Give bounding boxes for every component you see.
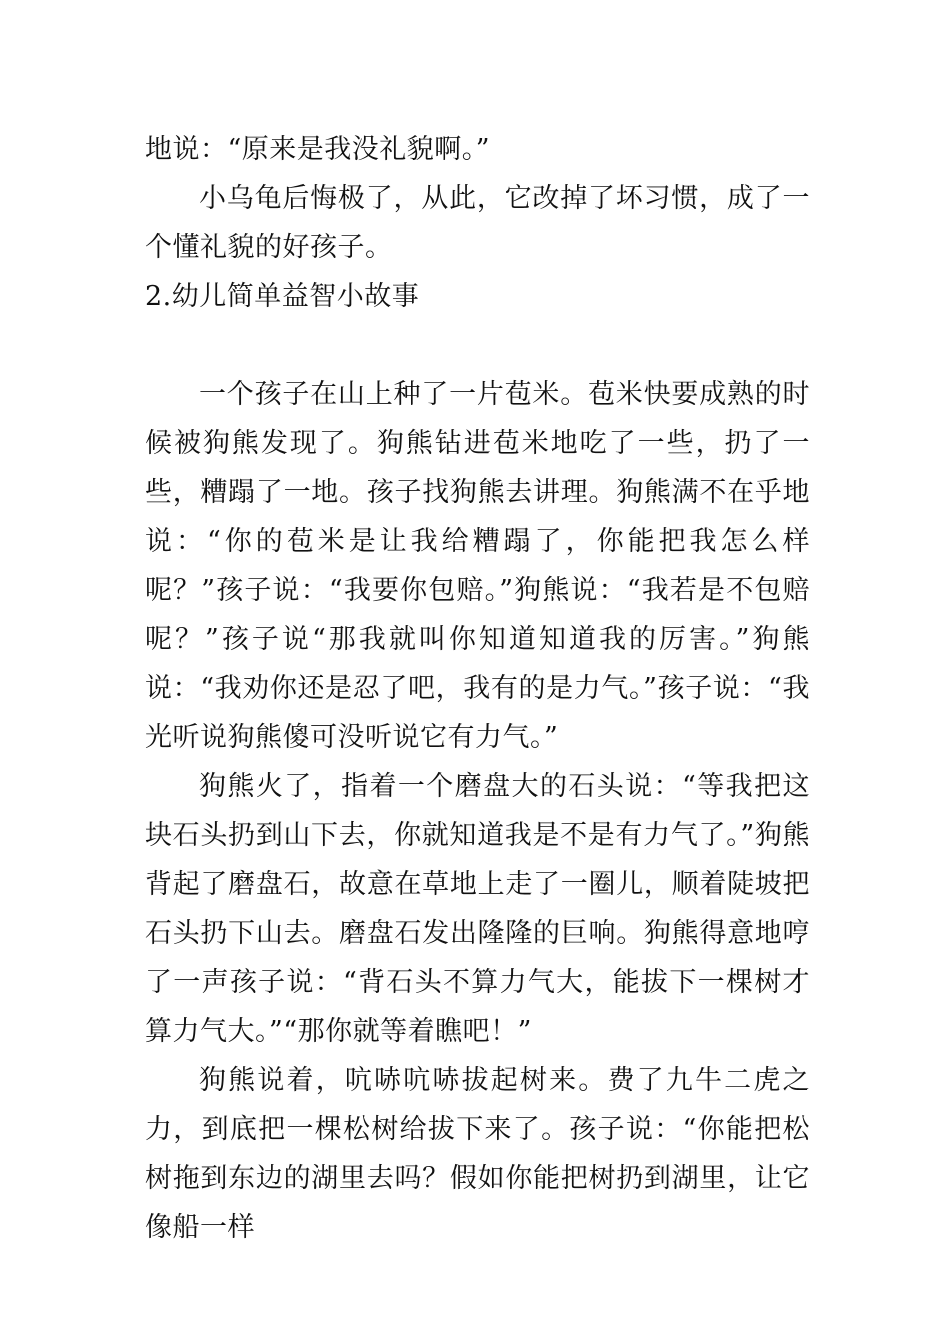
section-spacer — [145, 321, 810, 370]
intro-paragraph-continuation: 地说：“原来是我没礼貌啊。” — [145, 134, 491, 165]
intro-paragraph: 小乌龟后悔极了，从此，它改掉了坏习惯，成了一个懂礼貌的好孩子。 — [145, 183, 810, 263]
section-heading: 2.幼儿简单益智小故事 — [145, 281, 420, 312]
story-paragraph-1: 一个孩子在山上种了一片苞米。苞米快要成熟的时候被狗熊发现了。狗熊钻进苞米地吃了一些，扔了一些，糟蹋了一地。孩子找狗熊去讲理。狗熊满不在乎地说：“你的苞米是让我给糟蹋了，你能把我怎么样呢？”孩子说：“我要你包赔。”狗熊说：“我若是不包赔呢？”孩子说“那我就叫你知道知道我的厉害。”狗熊说：“我劝你还是忍了吧，我有的是力气。”孩子说：“我光听说狗熊傻可没听说它有力气。” — [145, 379, 810, 753]
story-paragraph-2: 狗熊火了，指着一个磨盘大的石头说：“等我把这块石头扔到山下去，你就知道我是不是有力气了。”狗熊背起了磨盘石，故意在草地上走了一圈儿，顺着陡坡把石头扔下山去。磨盘石发出隆隆的巨响。狗熊得意地哼了一声孩子说：“背石头不算力气大，能拔下一棵树才算力气大。”“那你就等着瞧吧！” — [145, 771, 810, 1047]
document-body — [145, 125, 810, 1252]
story-paragraph-3: 狗熊说着，吭哧吭哧拔起树来。费了九牛二虎之力，到底把一棵松树给拔下来了。孩子说：“你能把松树拖到东边的湖里去吗？假如你能把树扔到湖里，让它像船一样 — [145, 1065, 810, 1243]
